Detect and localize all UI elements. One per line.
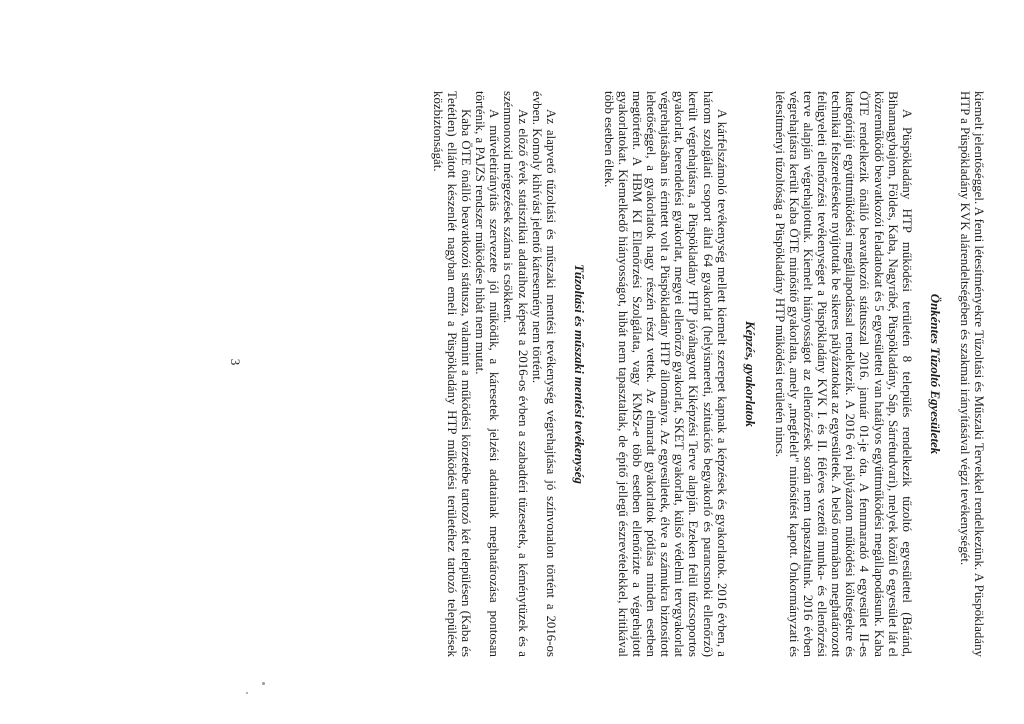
heading-training-exercises: Képzés, gyakorlatok xyxy=(742,321,757,427)
firefighting-paragraph-1: Az alapvető tűzoltási és műszaki mentési tevékenység végrehajtása jó színvonalon történt a 2016-os évben. Komoly kihívást jelentő káresemény nem történt. xyxy=(529,91,558,657)
scan-speck xyxy=(246,692,248,694)
firefighting-paragraph-2: Az előző évek statisztikai adataihoz képest a 2016-os évben a szabadtéri tüzesetek, a kéménytüzek és a szénmonoxid mérgezések száma is csökkent. xyxy=(501,91,530,657)
page-number: 3 xyxy=(228,358,243,366)
training-paragraph: A kárfelszámoló tevékenység mellett kiemelt szerepet kapnak a képzések és gyakorlatok. 2016 évben, a három szolgálati csoport által 64 gyakorlat (helyismereti, szituációs begyakorló és parancsnoki ellenőrző) került végrehajtásra, a Püspökladány HTP jóváhagyott Kiképzési Terve alapján. Ezeken felül tűzcsoportos gyakorlat, berendelési gyakorlat, megyei ellenőrző gyakorlat, SKET gyakorlat, külső védelmi tervgyakorlat végrehajtásában is érintett volt a Püspökladány HTP állománya. Az egyesületek, élve a számukra biztosított lehetőséggel, a gyakorlatok nagy részén részt vettek. Az elmaradt gyakorlatok pótlása minden esetben megtörtént. A HBM KI Ellenőrzési Szolgálata, vagy KMSz-e több esetben ellenőrizte a végrehajtott gyakorlatokat. Kiemelkedő hiányosságot, hibát nem tapasztaltak, de építő jellegű észrevételekkel, kritikával több esetben éltek. xyxy=(601,91,729,657)
volunteer-fire-paragraph: A Püspökladány HTP működési területén 8 település rendelkezik tűzoltó egyesülettel (Báránd, Bihamagybajom, Földes, Kaba, Nagyrábé, Püspökladány, Sáp, Sárrétudvari), melyek közül 6 egyesület lát el közreműködő beavatkozói feladatokat és 5 egyesülettel van hatályos együttműködési megállapodásunk. Kaba ÖTE rendelkezik önálló beavatkozói státusszal 2016. január 01-je óta. A fennmaradó 4 egyesület II-es kategóriájú együttműködési megállapodással rendelkezik. A 2016 évi pályázaton működési költségekre és technikai felszerelésekre nyújtottak be sikeres pályázatokat az egyesületek. A belső normában meghatározott felügyeleti ellenőrzési tevékenységet a Püspökladány KVK I. és II. féléves vezetői munka- és ellenőrzési terve alapján végrehajtottuk. Kiemelt hiányosságot az ellenőrzések során nem tapasztaltunk. 2016 évben végrehajtásra került Kaba ÖTE minősítő gyakorlata, amely „megfelelt" minősítést kapott. Önkormányzati és létesítményi tűzoltóság a Püspökladány HTP működési területén nincs. xyxy=(772,91,914,657)
document-page xyxy=(12,5,1012,719)
intro-paragraph: kiemelt jelentőséggel. A fenti létesítményekre Tűzoltási és Műszaki Tervekkel rendelkezünk. A Püspökladány HTP a Püspökladány KVK alárendeltségében és szakmai irányításával végzi tevékenységét. xyxy=(957,91,986,657)
scan-speck xyxy=(262,682,265,685)
firefighting-paragraph-3: A műveletirányítás szervezete jól működik, a káresetek jelzési adatainak meghatározása pontosan történik, a PAJZS rendszer működése hibát nem mutat. xyxy=(473,91,502,657)
heading-volunteer-fire-associations: Önkéntes Tűzoltó Egyesületek xyxy=(927,293,942,455)
firefighting-paragraph-4: Kaba ÖTE önálló beavatkozói státusza, valamint a működési körzetébe tartozó két településen (Kaba és Tetétlen) ellátott készenlét nagyban emeli a Püspökladány HTP működési területéhez tartozó települések közbiztonságát. xyxy=(431,91,474,657)
heading-firefighting-rescue: Tűzoltási és műszaki mentési tevékenység xyxy=(571,264,586,484)
